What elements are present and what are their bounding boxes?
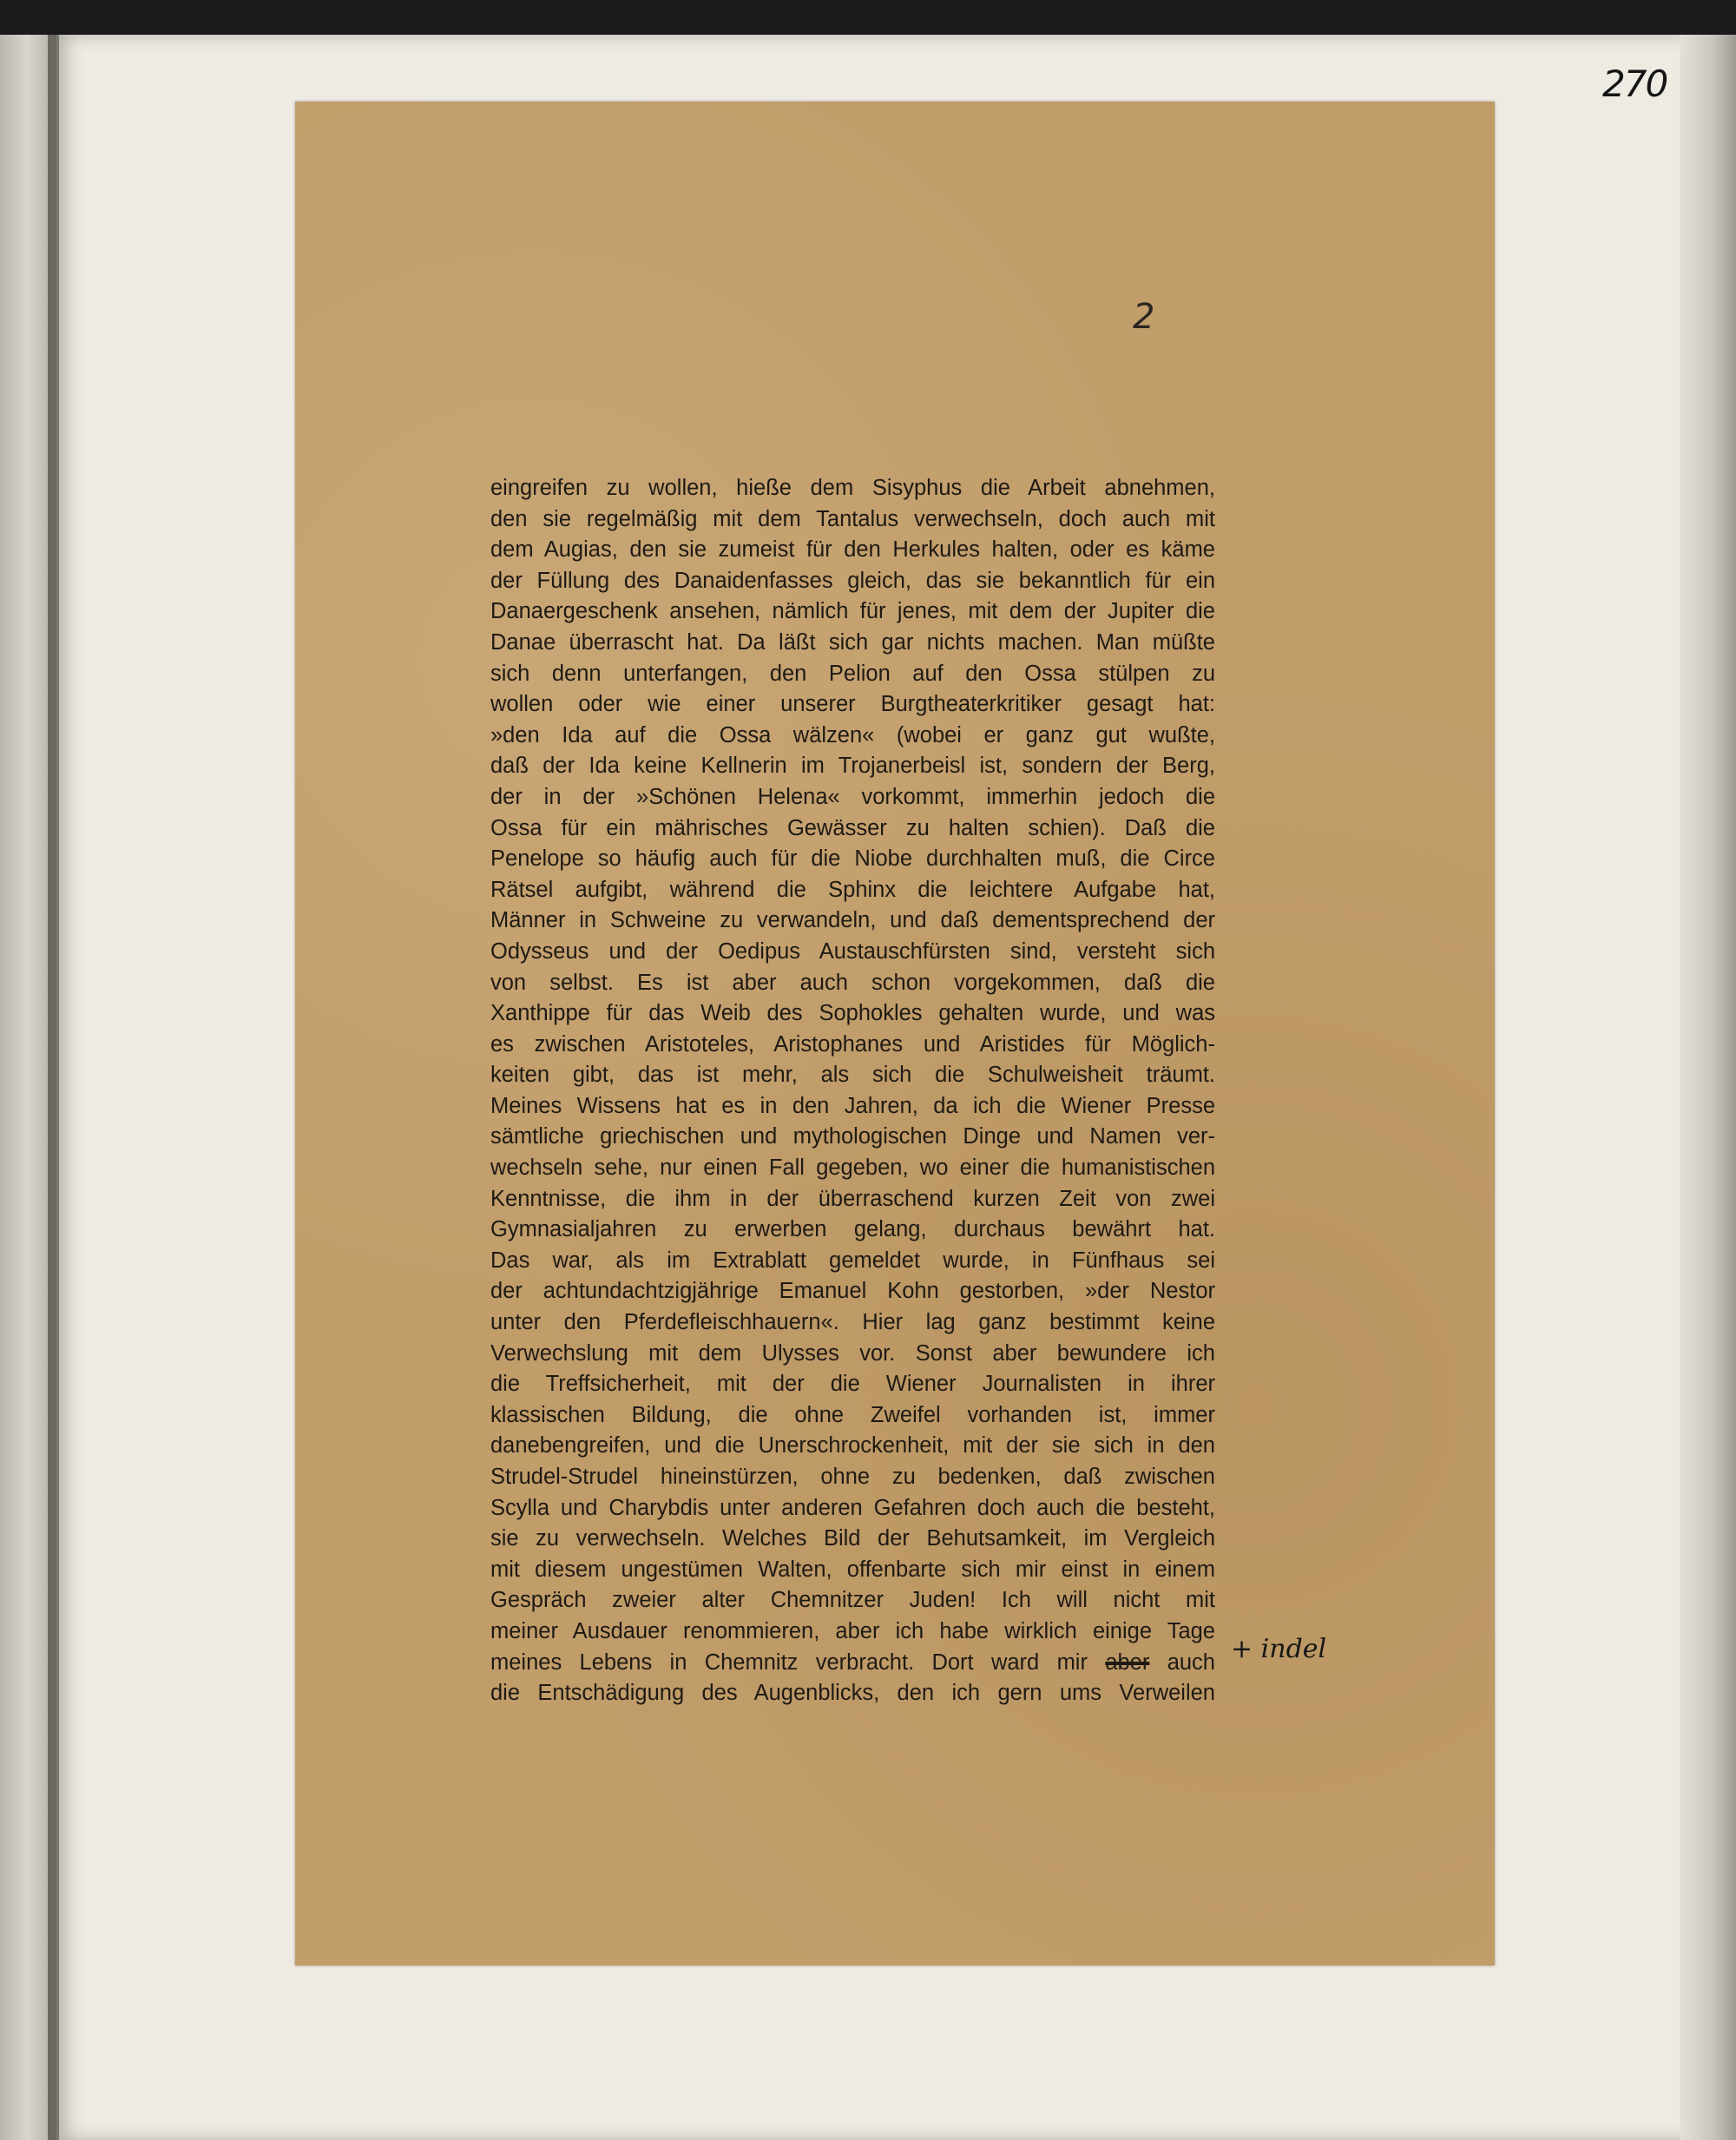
text-line: Das war, als im Extrablatt gemeldet wurde, in Fünfhaus sei: [490, 1248, 1215, 1273]
text-line: eingreifen zu wollen, hieße dem Sisyphus die Arbeit abnehmen,: [490, 476, 1215, 500]
struck-word: aber: [1105, 1649, 1150, 1675]
text-line: sämtliche griechischen und mythologischen Dinge und Namen ver-: [490, 1124, 1215, 1149]
text-line: der achtundachtzigjährige Emanuel Kohn gestorben, »der Nestor: [490, 1279, 1215, 1304]
text-line: Scylla und Charybdis unter anderen Gefahren doch auch die besteht,: [490, 1495, 1215, 1520]
text-line: Meines Wissens hat es in den Jahren, da ich die Wiener Presse: [490, 1093, 1215, 1118]
text-line-corrected: [490, 1648, 1215, 1679]
text-line: dem Augias, den sie zumeist für den Herkules halten, oder es käme: [490, 537, 1215, 563]
text-line: Gespräch zweier alter Chemnitzer Juden! Ich will nicht mit: [490, 1588, 1215, 1613]
text-line: meiner Ausdauer renommieren, aber ich habe wirklich einige Tage: [490, 1618, 1215, 1643]
text-line: die Entschädigung des Augenblicks, den ich gern ums Verweilen: [490, 1681, 1215, 1706]
text-segment: auch: [1149, 1649, 1215, 1675]
text-line: klassischen Bildung, die ohne Zweifel vorhanden ist, immer: [490, 1402, 1215, 1427]
text-line: die Treffsicherheit, mit der die Wiener Journalisten in ihrer: [490, 1372, 1215, 1397]
text-line: von selbst. Es ist aber auch schon vorgekommen, daß die: [490, 970, 1215, 995]
text-line: es zwischen Aristoteles, Aristophanes und Aristides für Möglich-: [490, 1031, 1215, 1057]
text-line: »den Ida auf die Ossa wälzen« (wobei er ganz gut wußte,: [490, 722, 1215, 747]
handwritten-margin-note: + indel: [1231, 1634, 1327, 1664]
text-line: wollen oder wie einer unserer Burgtheaterkritiker gesagt hat:: [490, 692, 1215, 717]
text-line: Penelope so häufig auch für die Niobe durchhalten muß, die Circe: [490, 846, 1215, 872]
text-line: sie zu verwechseln. Welches Bild der Behutsamkeit, im Vergleich: [490, 1526, 1215, 1551]
text-line: daß der Ida keine Kellnerin im Trojanerbeisl ist, sondern der Berg,: [490, 754, 1215, 779]
page-edge-right: [1680, 35, 1736, 2140]
text-line: Danae überrascht hat. Da läßt sich gar nichts machen. Man müßte: [490, 629, 1215, 655]
text-line: mit diesem ungestümen Walten, offenbarte sich mir einst in einem: [490, 1557, 1215, 1582]
text-line: der Füllung des Danaidenfasses gleich, das sie bekanntlich für ein: [490, 568, 1215, 593]
pencil-page-mark: 2: [1133, 297, 1155, 337]
text-line: den sie regelmäßig mit dem Tantalus verwechseln, doch auch mit: [490, 506, 1215, 531]
text-line: Kenntnisse, die ihm in der überraschend kurzen Zeit von zwei: [490, 1186, 1215, 1211]
book-gutter: [48, 35, 56, 2140]
text-segment: meines Lebens in Chemnitz verbracht. Dort ward mir: [490, 1649, 1106, 1675]
text-line: wechseln sehe, nur einen Fall gegeben, wo einer die humanistischen: [490, 1156, 1215, 1181]
text-line: Gymnasialjahren zu erwerben gelang, durchaus bewährt hat.: [490, 1217, 1215, 1242]
text-line: Verwechslung mit dem Ulysses vor. Sonst aber bewundere ich: [490, 1340, 1215, 1366]
text-line: Männer in Schweine zu verwandeln, und daß dementsprechend der: [490, 908, 1215, 933]
text-line: Rätsel aufgibt, während die Sphinx die leichtere Aufgabe hat,: [490, 877, 1215, 902]
text-line: Strudel-Strudel hineinstürzen, ohne zu bedenken, daß zwischen: [490, 1465, 1215, 1489]
text-line: Odysseus und der Oedipus Austauschfürsten sind, versteht sich: [490, 938, 1215, 964]
text-line: Ossa für ein mährisches Gewässer zu halten schien). Daß die: [490, 815, 1215, 840]
text-line: keiten gibt, das ist mehr, als sich die Schulweisheit träumt.: [490, 1063, 1215, 1088]
text-line: Danaergeschenk ansehen, nämlich für jenes, mit dem der Jupiter die: [490, 599, 1215, 624]
text-line: unter den Pferdefleischhauern«. Hier lag ganz bestimmt keine: [490, 1310, 1215, 1335]
text-line: sich denn unterfangen, den Pelion auf den Ossa stülpen zu: [490, 661, 1215, 686]
text-line: danebengreifen, und die Unerschrockenheit, mit der sie sich in den: [490, 1433, 1215, 1458]
body-text: [490, 473, 1215, 1709]
folio-number: 270: [1602, 63, 1667, 105]
text-line: Xanthippe für das Weib des Sophokles gehalten wurde, und was: [490, 1001, 1215, 1026]
text-line: der in der »Schönen Helena« vorkommt, immerhin jedoch die: [490, 784, 1215, 809]
